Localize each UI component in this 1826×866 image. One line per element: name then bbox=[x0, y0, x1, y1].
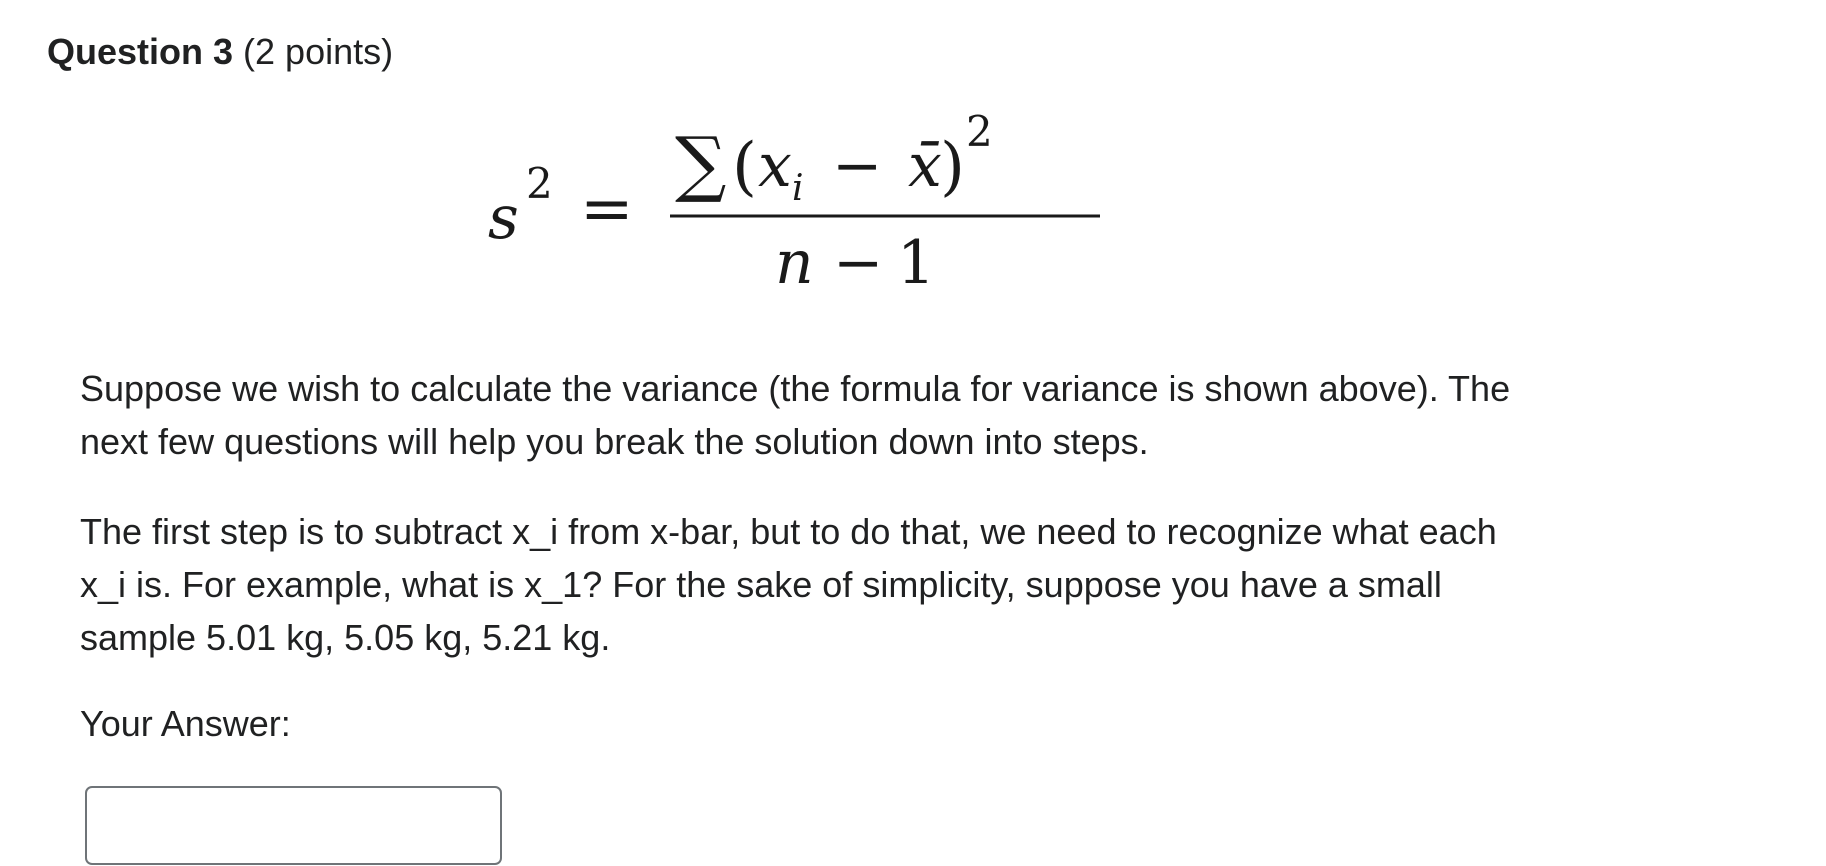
answer-input[interactable] bbox=[85, 786, 502, 865]
formula-x: x bbox=[758, 131, 792, 201]
prompt-paragraph-2: The first step is to subtract x_i from x-bar, but to do that, we need to recognize what each x_i is. For example, what is x_1? For the sake of simplicity, suppose you have a small sample 5.01 kg, 5.05 kg, 5.21 kg. bbox=[80, 511, 1497, 658]
question-title: Question 3 bbox=[47, 31, 234, 72]
formula-lhs-exponent: 2 bbox=[526, 159, 553, 208]
formula-open-paren: ( bbox=[732, 130, 757, 204]
formula-minus-denominator: − bbox=[833, 228, 884, 298]
formula-close-paren: ) bbox=[940, 130, 965, 204]
formula-lhs-variable: s bbox=[488, 183, 519, 253]
formula-numerator-exponent: 2 bbox=[966, 107, 993, 156]
formula-minus-numerator: − bbox=[832, 131, 883, 201]
variance-formula bbox=[470, 100, 1110, 330]
question-points: (2 points) bbox=[243, 31, 394, 72]
formula-equals: = bbox=[580, 172, 634, 246]
formula-subscript-i: i bbox=[792, 168, 804, 209]
formula-n: n bbox=[775, 228, 814, 298]
formula-one: 1 bbox=[897, 228, 936, 298]
question-header bbox=[47, 30, 393, 74]
formula-x-bar: x̄ bbox=[908, 131, 942, 201]
formula-sum-symbol: ∑ bbox=[675, 121, 727, 205]
prompt-paragraph-1: Suppose we wish to calculate the variance (the formula for variance is shown above). The next few questions will help you break the solution down into steps. bbox=[80, 368, 1511, 462]
answer-label: Your Answer: bbox=[80, 703, 291, 744]
